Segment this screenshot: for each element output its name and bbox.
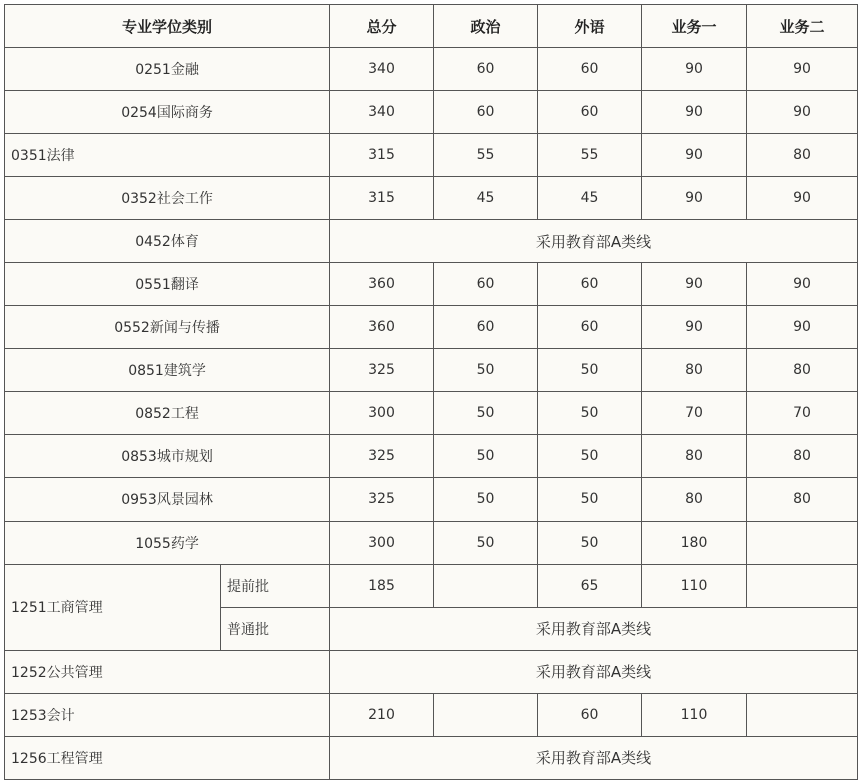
cell-subject2: 90: [747, 91, 858, 134]
cell-subject1: 110: [642, 564, 747, 607]
cell-politics: 50: [434, 478, 538, 521]
cell-politics: 50: [434, 521, 538, 564]
row-name: 0851建筑学: [5, 349, 330, 392]
table-row: [5, 736, 858, 779]
cell-foreign: 50: [538, 392, 642, 435]
header-politics: 政治: [434, 5, 538, 48]
table-row: [5, 478, 858, 521]
cell-subject1: 80: [642, 478, 747, 521]
cell-politics: 50: [434, 349, 538, 392]
row-name: 1252公共管理: [5, 650, 330, 693]
header-category: 专业学位类别: [5, 5, 330, 48]
cell-foreign: 55: [538, 134, 642, 177]
cell-politics: [434, 693, 538, 736]
cell-total: 325: [330, 435, 434, 478]
header-subject1: 业务一: [642, 5, 747, 48]
cell-total: 340: [330, 91, 434, 134]
header-subject2: 业务二: [747, 5, 858, 48]
cell-total: 185: [330, 564, 434, 607]
row-name: 0452体育: [5, 220, 330, 263]
cell-subject2: 90: [747, 306, 858, 349]
row-name: 0251金融: [5, 48, 330, 91]
row-name: 0551翻译: [5, 263, 330, 306]
cell-total: 210: [330, 693, 434, 736]
cell-foreign: 50: [538, 349, 642, 392]
row-name: 0352社会工作: [5, 177, 330, 220]
table-row: [5, 349, 858, 392]
cell-foreign: 50: [538, 521, 642, 564]
cell-politics: 55: [434, 134, 538, 177]
cell-subject1: 90: [642, 306, 747, 349]
cell-subject2: 80: [747, 478, 858, 521]
table-row: [5, 134, 858, 177]
table-row: [5, 220, 858, 263]
cell-foreign: 60: [538, 263, 642, 306]
cell-subject2: 90: [747, 177, 858, 220]
cell-politics: 60: [434, 263, 538, 306]
row-name: 1251工商管理: [5, 564, 221, 650]
row-name: 0351法律: [5, 134, 330, 177]
cell-total: 340: [330, 48, 434, 91]
cell-politics: 50: [434, 392, 538, 435]
cell-subject2: [747, 521, 858, 564]
ministry-line-cell: 采用教育部A类线: [330, 220, 858, 263]
row-name: 0552新闻与传播: [5, 306, 330, 349]
cell-politics: 60: [434, 91, 538, 134]
table-row: [5, 435, 858, 478]
cell-foreign: 60: [538, 91, 642, 134]
table-row: [5, 177, 858, 220]
ministry-line-cell: 采用教育部A类线: [330, 736, 858, 779]
ministry-line-cell: 采用教育部A类线: [330, 607, 858, 650]
cell-subject2: 80: [747, 349, 858, 392]
batch-label: 提前批: [221, 564, 330, 607]
table-row: [5, 392, 858, 435]
cell-subject2: 80: [747, 134, 858, 177]
cell-total: 315: [330, 177, 434, 220]
cell-foreign: 60: [538, 306, 642, 349]
ministry-line-cell: 采用教育部A类线: [330, 650, 858, 693]
table-row: [5, 650, 858, 693]
cell-total: 360: [330, 306, 434, 349]
cell-subject1: 90: [642, 134, 747, 177]
cell-foreign: 45: [538, 177, 642, 220]
table-row: [5, 521, 858, 564]
cell-politics: 60: [434, 306, 538, 349]
batch-label: 普通批: [221, 607, 330, 650]
cell-total: 300: [330, 392, 434, 435]
table-row: [5, 48, 858, 91]
cell-total: 360: [330, 263, 434, 306]
cell-subject1: 90: [642, 263, 747, 306]
cell-subject2: 70: [747, 392, 858, 435]
row-name: 0852工程: [5, 392, 330, 435]
cell-subject1: 180: [642, 521, 747, 564]
cell-politics: 50: [434, 435, 538, 478]
cell-subject1: 80: [642, 349, 747, 392]
cell-foreign: 60: [538, 693, 642, 736]
row-name: 0254国际商务: [5, 91, 330, 134]
cell-subject2: 90: [747, 263, 858, 306]
row-name: 1256工程管理: [5, 736, 330, 779]
table-row: [5, 306, 858, 349]
cell-total: 315: [330, 134, 434, 177]
cell-subject1: 90: [642, 91, 747, 134]
table-row: [5, 564, 858, 607]
header-total: 总分: [330, 5, 434, 48]
cell-foreign: 60: [538, 48, 642, 91]
cell-foreign: 50: [538, 478, 642, 521]
row-name: 0853城市规划: [5, 435, 330, 478]
cell-subject1: 70: [642, 392, 747, 435]
cell-subject1: 90: [642, 48, 747, 91]
table-row: [5, 263, 858, 306]
cell-politics: 45: [434, 177, 538, 220]
row-name: 0953风景园林: [5, 478, 330, 521]
cell-subject2: [747, 564, 858, 607]
header-row: [5, 5, 858, 48]
header-foreign: 外语: [538, 5, 642, 48]
cell-subject2: [747, 693, 858, 736]
cell-foreign: 65: [538, 564, 642, 607]
cell-subject2: 90: [747, 48, 858, 91]
cell-subject1: 90: [642, 177, 747, 220]
cell-total: 300: [330, 521, 434, 564]
row-name: 1055药学: [5, 521, 330, 564]
cell-subject1: 110: [642, 693, 747, 736]
row-name: 1253会计: [5, 693, 330, 736]
cell-total: 325: [330, 478, 434, 521]
cell-foreign: 50: [538, 435, 642, 478]
table-row: [5, 693, 858, 736]
cell-politics: [434, 564, 538, 607]
cell-subject1: 80: [642, 435, 747, 478]
admission-score-table: [4, 4, 858, 780]
table-row: [5, 91, 858, 134]
cell-total: 325: [330, 349, 434, 392]
cell-subject2: 80: [747, 435, 858, 478]
cell-politics: 60: [434, 48, 538, 91]
